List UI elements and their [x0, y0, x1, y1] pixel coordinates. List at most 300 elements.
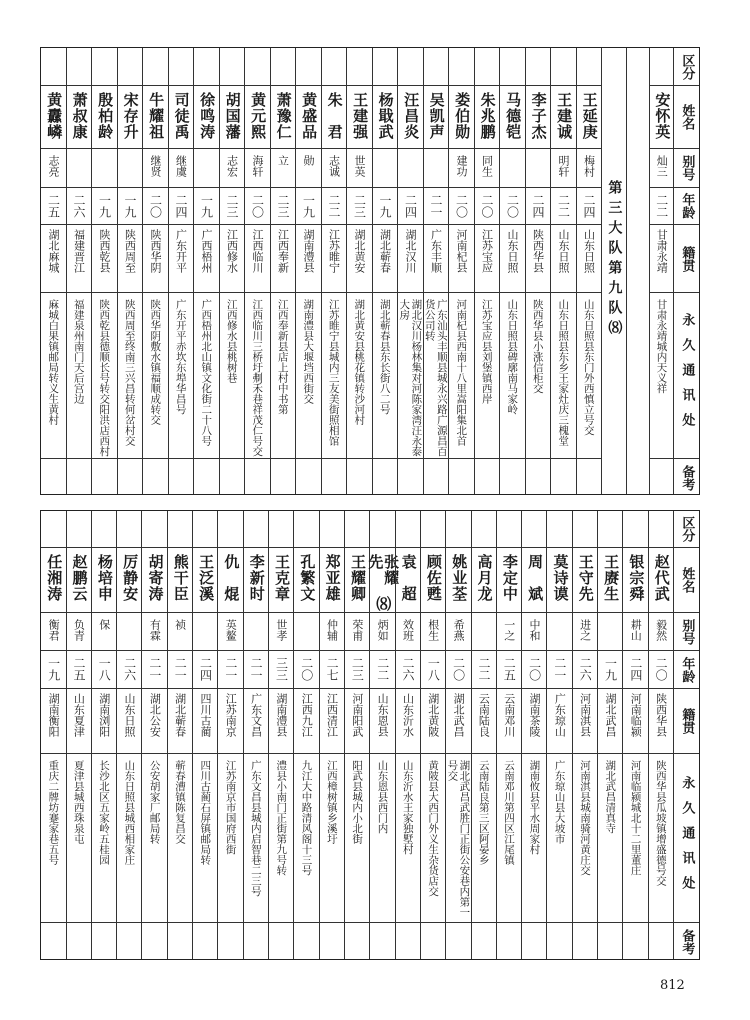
alias: 立: [276, 155, 290, 166]
name: 王赓生: [602, 554, 621, 602]
name: 王建强: [351, 92, 370, 140]
native-place-cell: [193, 689, 217, 754]
alias-cell: [92, 149, 117, 188]
person-column: [499, 48, 525, 494]
native-place: 湖北黄安: [353, 229, 367, 273]
name-cell: [547, 548, 571, 613]
remarks-cell: [573, 923, 597, 961]
alias-cell: [522, 613, 546, 651]
age: 三三: [274, 657, 289, 681]
label-column: [673, 511, 699, 959]
section-cell: [500, 48, 525, 86]
name: 朱 君: [325, 92, 344, 140]
name-cell: [366, 548, 401, 613]
alias: 海轩: [251, 155, 265, 177]
native-place: 云南陆良: [477, 693, 491, 737]
name-note: ⑻: [374, 596, 393, 612]
person-column: [474, 48, 500, 494]
alias: 保: [97, 619, 111, 630]
roster-table-bottom: [40, 510, 700, 960]
name: 汪昌炎: [402, 92, 421, 140]
section-cell: [41, 48, 66, 86]
address-cell: [526, 293, 551, 459]
age-cell: [370, 651, 394, 689]
remarks-cell: [67, 459, 92, 496]
remarks-cell: [41, 923, 65, 961]
field-label: 区分: [679, 53, 695, 80]
native-place-cell: [244, 689, 268, 754]
name-cell: [67, 86, 92, 149]
age: 一九: [199, 194, 214, 218]
address-cell: [92, 754, 116, 923]
name: 熊干臣: [171, 554, 190, 602]
address: 山东日照县东乡王家灶庆三槐堂: [557, 299, 570, 446]
age-cell: [650, 188, 673, 225]
alias-cell: [598, 613, 622, 651]
remarks-cell: [193, 923, 217, 961]
name: 胡国藩: [223, 92, 242, 140]
native-place: 山东日照: [557, 229, 571, 273]
age: 二六: [401, 657, 416, 681]
name: 姚业荃: [450, 554, 469, 602]
age: 二六: [122, 657, 137, 681]
alias-cell: [497, 613, 521, 651]
native-place: 陕西华县: [654, 693, 668, 737]
label-column: [673, 48, 699, 494]
person-column: [321, 48, 347, 494]
native-place-cell: [296, 225, 321, 293]
address: 陕西周至终南三兴昌转何岔村交: [123, 299, 136, 446]
address: 长沙北区五家岭五桂园: [98, 760, 110, 865]
name: 杨培申: [95, 554, 114, 602]
name-cell: [421, 548, 445, 613]
remarks-cell: [347, 459, 372, 496]
age-cell: [347, 188, 372, 225]
native-place: 江苏南京: [224, 693, 238, 737]
age: 二四: [582, 194, 597, 218]
section-cell: [142, 511, 166, 548]
section-cell: [373, 48, 398, 86]
remarks-cell: [500, 459, 525, 496]
name-cell: [41, 86, 66, 149]
age: 二〇: [527, 657, 542, 681]
native-place-cell: [271, 225, 296, 293]
age-cell: [373, 188, 398, 225]
remarks-cell: [396, 923, 420, 961]
name: 赵代武: [652, 554, 671, 602]
remarks-cell: [67, 923, 91, 961]
age: 二一: [223, 657, 238, 681]
person-column: [420, 511, 445, 959]
name: 胡寄涛: [146, 554, 165, 602]
age-cell: [522, 651, 546, 689]
native-place-cell: [143, 225, 168, 293]
name-cell: [143, 86, 168, 149]
age-cell: [573, 651, 597, 689]
age-cell: [598, 651, 622, 689]
alias-cell: [398, 149, 423, 188]
age-cell: [449, 188, 474, 225]
address-cell: [573, 754, 597, 923]
person-column: [319, 511, 344, 959]
age: 二〇: [480, 194, 495, 218]
person-column: [546, 511, 571, 959]
age-cell: [551, 188, 576, 225]
alias: 效班: [401, 619, 415, 641]
native-place: 山东日照: [506, 229, 520, 273]
native-place-cell: [500, 225, 525, 293]
native-place: 湖北武昌: [452, 693, 466, 737]
native-place: 陕西华县: [531, 229, 545, 273]
address: 江西修水县桃树巷: [225, 299, 238, 383]
address: 山东沂水王家独墅村: [401, 760, 414, 855]
name: 李子杰: [529, 92, 548, 140]
section-cell: [345, 511, 369, 548]
address-cell: [194, 293, 219, 459]
age: 一九: [378, 194, 393, 218]
name-cell: [193, 548, 217, 613]
name: 孔繁文: [298, 554, 317, 602]
age-cell: [218, 651, 242, 689]
address-cell: [598, 754, 622, 923]
name-cell: [41, 548, 65, 613]
address: 河南杞县西南十八里嵩阳集北首: [455, 299, 468, 446]
native-place: 甘肃永靖: [655, 229, 669, 273]
remarks-cell: [398, 459, 423, 496]
address-cell: [41, 754, 65, 923]
age-cell: [143, 188, 168, 225]
name-cell: [424, 86, 449, 149]
section-cell: [92, 511, 116, 548]
native-place-cell: [396, 689, 420, 754]
alias-cell: [373, 149, 398, 188]
native-place-cell: [522, 689, 546, 754]
alias: 梅村: [582, 155, 596, 177]
address-cell: [67, 754, 91, 923]
person-column: [66, 48, 92, 494]
person-column: [572, 511, 597, 959]
person-column: [142, 48, 168, 494]
native-place-cell: [370, 689, 394, 754]
section-cell: [218, 511, 242, 548]
age-cell: [220, 188, 245, 225]
address-cell: [142, 754, 166, 923]
alias: 志宏: [225, 155, 239, 177]
name-cell: [269, 548, 293, 613]
native-place-cell: [322, 225, 347, 293]
name-cell: [650, 86, 673, 149]
alias: 炳如: [376, 619, 390, 641]
alias-cell: [449, 149, 474, 188]
alias-cell: [475, 149, 500, 188]
alias: 希燕: [452, 619, 466, 641]
remarks-cell: [370, 923, 394, 961]
address-cell: [449, 293, 474, 459]
age-cell: [396, 651, 420, 689]
name: 王泛溪: [197, 554, 216, 602]
address-cell: [294, 754, 318, 923]
person-column: [41, 48, 66, 494]
age-cell: [472, 651, 496, 689]
native-place-cell: [598, 689, 622, 754]
age: 二四: [628, 657, 643, 681]
label-5: [674, 293, 699, 459]
section-cell: [551, 48, 576, 86]
native-place-cell: [320, 689, 344, 754]
age: 二三: [225, 194, 240, 218]
section-cell: [322, 48, 347, 86]
alias-cell: [472, 613, 496, 651]
name: 赵鹏云: [70, 554, 89, 602]
address: 澧县小南门正街第九号转: [275, 760, 288, 876]
name-cell: [142, 548, 166, 613]
address: 江西临川三桥圩刜禾巷祥茂仁号交: [251, 299, 264, 457]
address-cell: [649, 754, 673, 923]
address-cell: [193, 754, 217, 923]
alias-cell: [142, 613, 166, 651]
remarks-cell: [143, 459, 168, 496]
alias-cell: [577, 149, 602, 188]
address: 湖南攸县平水周家村: [528, 760, 541, 855]
field-label: 年龄: [679, 193, 695, 219]
age: 二三: [276, 194, 291, 218]
native-place: 河南阳武: [350, 693, 364, 737]
native-place: 江西清江: [325, 693, 339, 737]
name: 郑亚雄: [323, 554, 342, 602]
section-cell: [398, 48, 423, 86]
remarks-cell: [269, 923, 293, 961]
section-cell: [623, 511, 647, 548]
native-place: 山东日照: [582, 229, 596, 273]
age: 二四: [403, 194, 418, 218]
person-column: [244, 48, 270, 494]
remarks-cell: [522, 923, 546, 961]
label-6: [674, 923, 699, 961]
age-cell: [193, 651, 217, 689]
section-cell: [522, 511, 546, 548]
age-cell: [526, 188, 551, 225]
address-cell: [271, 293, 296, 459]
label-3: [674, 188, 699, 225]
age-cell: [67, 188, 92, 225]
name-cell: [649, 548, 673, 613]
name-cell: [271, 86, 296, 149]
native-place-cell: [347, 225, 372, 293]
address: 湖南澧县大堰垱西街交: [302, 299, 315, 404]
name-cell: [472, 548, 496, 613]
native-place: 江西临川: [251, 229, 265, 273]
age: 二〇: [299, 657, 314, 681]
remarks-cell: [475, 459, 500, 496]
name: 张耀先: [366, 554, 401, 586]
alias-cell: [547, 613, 571, 651]
name: 萧叔康: [70, 92, 89, 140]
age-cell: [117, 651, 141, 689]
alias: 英鳌: [224, 619, 238, 641]
label-2: [674, 613, 699, 651]
label-1: [674, 548, 699, 613]
native-place-cell: [526, 225, 551, 293]
native-place-cell: [472, 689, 496, 754]
age-cell: [168, 651, 192, 689]
person-column: [550, 48, 576, 494]
address-cell: [220, 293, 245, 459]
address-cell: [522, 754, 546, 923]
native-place: 湖北麻城: [47, 229, 61, 273]
remarks-cell: [41, 459, 66, 496]
remarks-cell: [598, 923, 622, 961]
alias-cell: [67, 149, 92, 188]
person-column: [395, 511, 420, 959]
roster-table-top: [40, 47, 700, 495]
remarks-cell: [551, 459, 576, 496]
address-cell: [345, 754, 369, 923]
name: 仇 焜: [222, 554, 241, 602]
field-label: 永久通讯处: [679, 775, 695, 901]
native-place-cell: [220, 225, 245, 293]
age: 二四: [531, 194, 546, 218]
section-cell: [598, 511, 622, 548]
section-cell: [421, 511, 445, 548]
age-cell: [142, 651, 166, 689]
alias-cell: [650, 149, 673, 188]
alias-cell: [92, 613, 116, 651]
person-column: [445, 511, 470, 959]
native-place-cell: [577, 225, 602, 293]
age-cell: [424, 188, 449, 225]
address-cell: [322, 293, 347, 459]
name-cell: [373, 86, 398, 149]
address: 河南淇县城南骑河黄庄交: [578, 760, 591, 876]
person-column: [41, 511, 65, 959]
section-cell: [41, 511, 65, 548]
age-cell: [67, 651, 91, 689]
native-place-cell: [424, 225, 449, 293]
alias: 负青: [72, 619, 86, 641]
name: 袁 超: [399, 554, 418, 602]
label-4: [674, 689, 699, 754]
alias: 勋: [302, 155, 316, 166]
name: 莫诗谟: [551, 554, 570, 602]
remarks-cell: [649, 923, 673, 961]
name: 厉静安: [121, 554, 140, 602]
name-cell: [194, 86, 219, 149]
name-cell: [245, 86, 270, 149]
name-cell: [623, 548, 647, 613]
section-cell: [271, 48, 296, 86]
person-column: [243, 511, 268, 959]
age-cell: [41, 651, 65, 689]
address-cell: [551, 293, 576, 459]
address: 陕西乾县德顺长号转交阳洪店西村: [98, 299, 111, 457]
name-cell: [500, 86, 525, 149]
name: 殷柏龄: [96, 92, 115, 140]
native-place: 广东文昌: [249, 693, 263, 737]
section-header: [602, 48, 626, 494]
remarks-cell: [92, 923, 116, 961]
section-cell: [449, 48, 474, 86]
name-cell: [168, 548, 192, 613]
label-3: [674, 651, 699, 689]
native-place: 陕西周至: [123, 229, 137, 273]
address-cell: [370, 754, 394, 923]
name: 任湘涛: [45, 554, 64, 602]
native-place-cell: [92, 225, 117, 293]
native-place-cell: [169, 225, 194, 293]
alias-cell: [194, 149, 219, 188]
section-cell: [193, 511, 217, 548]
alias-cell: [573, 613, 597, 651]
alias-cell: [446, 613, 470, 651]
address-cell: [347, 293, 372, 459]
alias: 毅然: [654, 619, 668, 641]
label-0: [674, 48, 699, 86]
age: 二〇: [250, 194, 265, 218]
field-label: 区分: [679, 516, 695, 542]
alias: 祯: [173, 619, 187, 630]
remarks-cell: [218, 923, 242, 961]
name: 王延庚: [580, 92, 599, 140]
address-cell: [650, 293, 673, 459]
remarks-cell: [117, 923, 141, 961]
native-place-cell: [573, 689, 597, 754]
address: 重庆二牌坊蹇家巷五号: [47, 760, 60, 865]
age: 二五: [71, 657, 86, 681]
alias-cell: [421, 613, 445, 651]
person-column: [525, 48, 551, 494]
section-cell: [650, 48, 673, 86]
name-cell: [446, 548, 470, 613]
name-cell: [577, 86, 602, 149]
native-place: 福建晋江: [72, 229, 86, 273]
alias: 一之: [502, 619, 516, 641]
section-cell: [526, 48, 551, 86]
address: 广西梧州北山镇文化街二十八号: [200, 299, 213, 446]
age: 一九: [123, 194, 138, 218]
person-column: [66, 511, 91, 959]
age-cell: [296, 188, 321, 225]
native-place: 湖北汉川: [404, 229, 418, 273]
name-cell: [598, 548, 622, 613]
native-place-cell: [67, 225, 92, 293]
native-place: 江苏宝应: [480, 229, 494, 273]
person-column: [366, 511, 401, 959]
address-cell: [67, 293, 92, 459]
name: 黄元熙: [249, 92, 268, 140]
person-column: [91, 511, 116, 959]
native-place: 湖南浏阳: [97, 693, 111, 737]
alias: 中和: [528, 619, 542, 641]
section-cell: [497, 511, 521, 548]
age: 二一: [552, 657, 567, 681]
native-place-cell: [373, 225, 398, 293]
alias-cell: [370, 613, 394, 651]
remarks-cell: [118, 459, 143, 496]
age-cell: [398, 188, 423, 225]
native-place: 江西奉新: [276, 229, 290, 273]
native-place: 陕西华阴: [149, 229, 163, 273]
age: 二六: [72, 194, 87, 218]
address: 陕西华县小涨信柜交: [531, 299, 544, 394]
native-place: 湖南茶陵: [528, 693, 542, 737]
alias-cell: [67, 613, 91, 651]
alias-cell: [143, 149, 168, 188]
section-cell: [424, 48, 449, 86]
remarks-cell: [92, 459, 117, 496]
native-place-cell: [398, 225, 423, 293]
alias: 继贤: [149, 155, 163, 177]
native-place-cell: [118, 225, 143, 293]
